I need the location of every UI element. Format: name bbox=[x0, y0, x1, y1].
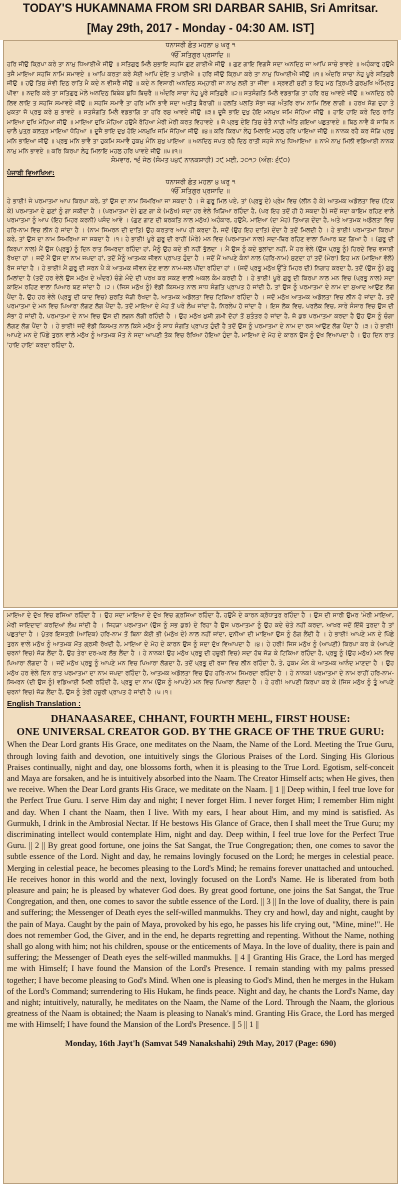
punjabi-mool-line: ੴ ਸਤਿਗੁਰ ਪ੍ਰਸਾਦਿ ॥ bbox=[171, 187, 230, 196]
english-section-title: English Translation : bbox=[7, 699, 81, 709]
translation-panel bbox=[3, 610, 398, 1184]
english-raag-line: DHANAASAREE, CHHANT, FOURTH MEHL, FIRST HOUSE: bbox=[50, 714, 351, 726]
header-banner bbox=[0, 0, 401, 40]
english-translation: When the Dear Lord grants His Grace, one meditates on the Naam, the Name of the Lord. Meeting the True Guru, through loving faith and devotion, one intuitively sings the Glorious Praises of the Lord. Singing His Glorious Praises continually, night and day, one blossoms forth, when it is pleasing to the True Lord. Egotism, self-conceit and Maya are forsaken, and he is intuitively absorbed into the Naam. The Creator Himself acts; when He gives, then we receive. When the Dear Lord grants His Grace, we meditate on the Naam. || 1 || Deep within, I feel true love for the Perfect True Guru. I serve Him day and night; I never forget Him. I never forget Him; I remember Him night and day. When I chant the Naam, then I live. With my ears, I hear about Him, and my mind is satisfied. As Gurmukh, I drink in the Ambrosial Nectar. If He bestows His Glance of Grace, then I shall meet the True Guru; my discriminating intellect would contemplate Him, night and day. Deep within, I feel true love for the Perfect True Guru. || 2 || By great good fortune, one joins the Sat Sangat, the True Congregation; then, one comes to savor the subtle essence of the Lord. Night and day, he remains lovingly focused on the Lord; he merges in celestial peace. Merging in celestial peace, he becomes pleasing to the Lord's Mind; he remains forever unattached and untouched. He receives honor in this world and the next, lovingly focused on the Lord's Name. He is liberated from both pleasure and pain; he is pleased by whatever God does. By great good fortune, one joins the Sat Sangat, the True Congregation, and then, one comes to savor the subtle essence of the Lord. || 3 || In the love of duality, there is pain and suffering; the Messenger of Death eyes the self-willed manmukhs. They cry and howl, day and night, caught by the pain of Maya. Caught by the pain of Maya, provoked by his ego, he passes his life crying out, "Mine, mine!". He does not remember God, the Giver, and in the end, he departs regretting and repenting. Without the Name, nothing shall go along with him; not his children, spouse or the enticements of Maya. In the love of duality, there is pain and suffering; the Messenger of Death eyes the self-willed manmukhs. || 4 || Granting His Grace, the Lord has merged me with Himself; I have found the Mansion of the Lord's Presence. I remain standing with my palms pressed together; I have become pleasing to God's Mind. When one is pleasing to God's Mind, then he merges in the Hukam of the Lord's Command; surrendering to His Hukam, he finds peace. Night and day, he chants the Lord's Name, day and night; intuitively, naturally, he meditates on the Naam, the Name of the Lord. Through the Naam, the glorious greatness of the Naam is obtained; the Naam is pleasing to Nanak's mind. Granting His Grace, the Lord has merged me with Himself; I have found the Mansion of the Lord's Presence. || 5 || 1 || bbox=[7, 740, 394, 1030]
raag-line: ਧਨਾਸਰੀ ਛੰਤ ਮਹਲਾ ੪ ਘਰੁ ੧ bbox=[165, 41, 236, 49]
gurmukhi-panel bbox=[3, 40, 398, 608]
punjabi-section-title: ਪੰਜਾਬੀ ਵਿਆਖਿਆ: bbox=[7, 168, 55, 177]
gurbani-verse: ਹਰਿ ਜੀਉ ਕ੍ਰਿਪਾ ਕਰੇ ਤਾ ਨਾਮੁ ਧਿਆਈਐ ਜੀਉ ॥ ਸਤਿਗੁਰੁ ਮਿਲੈ ਸੁਭਾਇ ਸਹਜਿ ਗੁਣ ਗਾਈਐ ਜੀਉ ॥ ਗੁਣ ਗਾਇ ਵਿਗਸੈ ਸਦਾ ਅਨਦਿਨੁ ਜਾ ਆਪਿ ਸਾਚੇ ਭਾਵਏ ॥ ਅਹੰਕਾਰੁ ਹਉਮੈ ਤਜੈ ਮਾਇਆ ਸਹਜਿ ਨਾਮਿ ਸਮਾਵਏ ॥ ਆਪਿ ਕਰਤਾ ਕਰੇ ਸੋਈ ਆਪਿ ਦੇਇ ਤ ਪਾਈਐ ॥ ਹਰਿ ਜੀਉ ਕ੍ਰਿਪਾ ਕਰੇ ਤਾ ਨਾਮੁ ਧਿਆਈਐ ਜੀਉ ॥੧॥ ਅੰਦਰਿ ਸਾਚਾ ਨੇਹੁ ਪੂਰੇ ਸਤਿਗੁਰੈ ਜੀਉ ॥ ਹਉ ਤਿਸੁ ਸੇਵੀ ਦਿਨੁ ਰਾਤਿ ਮੈ ਕਦੇ ਨ ਵੀਸਰੈ ਜੀਉ ॥ ਕਦੇ ਨ ਵਿਸਾਰੀ ਅਨਦਿਨੁ ਸਮ੍ਹਾਰੀ ਜਾ ਨਾਮੁ ਲਈ ਤਾ ਜੀਵਾ ॥ ਸ੍ਰਵਣੀ ਸੁਣੀ ਤ ਇਹੁ ਮਨੁ ਤ੍ਰਿਪਤੈ ਗੁਰਮੁਖਿ ਅੰਮ੍ਰਿਤੁ ਪੀਵਾ ॥ ਨਦਰਿ ਕਰੇ ਤਾ ਸਤਿਗੁਰੁ ਮੇਲੇ ਅਨਦਿਨੁ ਬਿਬੇਕ ਬੁਧਿ ਬਿਚਰੈ ॥ ਅੰਦਰਿ ਸਾਚਾ ਨੇਹੁ ਪੂਰੇ ਸਤਿਗੁਰੈ ॥੨॥ ਸਤਸੰਗਤਿ ਮਿਲੈ ਵਡਭਾਗਿ ਤਾ ਹਰਿ ਰਸੁ ਆਵਏ ਜੀਉ ॥ ਅਨਦਿਨੁ ਰਹੈ ਲਿਵ ਲਾਇ ਤ ਸਹਜਿ ਸਮਾਵਏ ਜੀਉ ॥ ਸਹਜਿ ਸਮਾਵੈ ਤਾ ਹਰਿ ਮਨਿ ਭਾਵੈ ਸਦਾ ਅਤੀਤੁ ਬੈਰਾਗੀ ॥ ਹਲਤਿ ਪਲਤਿ ਸੋਭਾ ਜਗ ਅੰਤਰਿ ਰਾਮ ਨਾਮਿ ਲਿਵ ਲਾਗੀ ॥ ਹਰਖ ਸੋਗ ਦੁਹਾ ਤੇ ਮੁਕਤਾ ਜੋ ਪ੍ਰਭੁ ਕਰੇ ਸੁ ਭਾਵਏ ॥ ਸਤਸੰਗਤਿ ਮਿਲੈ ਵਡਭਾਗਿ ਤਾ ਹਰਿ ਰਸੁ ਆਵਏ ਜੀਉ ॥੩॥ ਦੂਜੈ ਭਾਇ ਦੁਖੁ ਹੋਇ ਮਨਮੁਖ ਜਮਿ ਜੋਹਿਆ ਜੀਉ ॥ ਹਾਇ ਹਾਇ ਕਰੇ ਦਿਨੁ ਰਾਤਿ ਮਾਇਆ ਦੁਖਿ ਮੋਹਿਆ ਜੀਉ ॥ ਮਾਇਆ ਦੁਖਿ ਮੋਹਿਆ ਹਉਮੈ ਰੋਹਿਆ ਮੇਰੀ ਮੇਰੀ ਕਰਤ ਵਿਹਾਵਏ ॥ ਜੋ ਪ੍ਰਭੁ ਦੇਇ ਤਿਸੁ ਚੇਤੈ ਨਾਹੀ ਅੰਤਿ ਗਇਆ ਪਛੁਤਾਵਏ ॥ ਬਿਨੁ ਨਾਵੈ ਕੋ ਸਾਥਿ ਨ ਚਾਲੈ ਪੁਤ੍ਰ ਕਲਤ੍ਰ ਮਾਇਆ ਧੋਹਿਆ ॥ ਦੂਜੈ ਭਾਇ ਦੁਖੁ ਹੋਇ ਮਨਮੁਖਿ ਜਮਿ ਜੋਹਿਆ ਜੀਉ ॥੪॥ ਕਰਿ ਕਿਰਪਾ ਲੇਹੁ ਮਿਲਾਇ ਮਹਲੁ ਹਰਿ ਪਾਇਆ ਜੀਉ ॥ ਨਾਨਕ ਰਹੈ ਕਰ ਜੋੜਿ ਪ੍ਰਭੁ ਮਨਿ ਭਾਇਆ ਜੀਉ ॥ ਪ੍ਰਭੁ ਮਨਿ ਭਾਵੈ ਤਾ ਹੁਕਮਿ ਸਮਾਵੈ ਹੁਕਮੁ ਮੰਨਿ ਸੁਖੁ ਪਾਇਆ ॥ ਅਨਦਿਨੁ ਜਪਤ ਰਹੈ ਦਿਨੁ ਰਾਤੀ ਸਹਜੇ ਨਾਮੁ ਧਿਆਇਆ ॥ ਨਾਮੋ ਨਾਮੁ ਮਿਲੀ ਵਡਿਆਈ ਨਾਨਕ ਨਾਮੁ ਮਨਿ ਭਾਵਏ ॥ ਕਰਿ ਕਿਰਪਾ ਲੇਹੁ ਮਿਲਾਇ ਮਹਲੁ ਹਰਿ ਪਾਵਏ ਜੀਉ ॥੫॥੧॥ bbox=[7, 61, 394, 155]
punjabi-explanation-continued: ਮਾਇਆ ਦੇ ਦੁੱਖ ਵਿਚ ਫਸਿਆ ਰਹਿੰਦਾ ਹੈ । ਉਹ ਸਦਾ ਮਾਇਆ ਦੇ ਦੁੱਖ ਵਿਚ ਗ੍ਰਸਿਆ ਰਹਿੰਦਾ ਹੈ, ਹਉਮੈ ਦੇ ਕਾਰਨ ਕ੍ਰੋਧਾਤੁਰ ਰਹਿੰਦਾ ਹੈ । ਉਸ ਦੀ ਸਾਰੀ ਉਮਰ 'ਮੇਰੀ ਮਾਇਆ, ਮੇਰੀ ਜਾਇਦਾਦ' ਕਰਦਿਆਂ ਲੰਘ ਜਾਂਦੀ ਹੈ । ਜਿਹੜਾ ਪਰਮਾਤਮਾ (ਉਸ ਨੂੰ ਸਭ ਕੁਝ) ਦੇ ਰਿਹਾ ਹੈ ਉਸ ਪਰਮਾਤਮਾ ਨੂੰ ਉਹ ਕਦੇ ਚੇਤੇ ਨਹੀਂ ਕਰਦਾ, ਆਖ਼ਰ ਜਦੋਂ ਇੱਥੋਂ ਤੁਰਦਾ ਹੈ ਤਾਂ ਪਛੁਤਾਂਦਾ ਹੈ । ਪੁੱਤਰ ਇਸਤ੍ਰੀ (ਆਦਿਕ) ਹਰਿ-ਨਾਮ ਤੋਂ ਬਿਨਾ ਕੋਈ ਭੀ (ਮਨੁੱਖ ਦੇ) ਨਾਲ ਨਹੀਂ ਜਾਂਦਾ, ਦੁਨੀਆ ਦੀ ਮਾਇਆ ਉਸ ਨੂੰ ਠੱਗ ਲੈਂਦੀ ਹੈ । ਹੇ ਭਾਈ! ਆਪਣੇ ਮਨ ਦੇ ਪਿੱਛੇ ਤੁਰਨ ਵਾਲੇ ਮਨੁੱਖ ਨੂੰ ਆਤਮਕ ਮੌਤ ਗ੍ਰਸੀ ਰੱਖਦੀ ਹੈ, ਮਾਇਆ ਦੇ ਮੋਹ ਦੇ ਕਾਰਨ ਉਸ ਨੂੰ ਸਦਾ ਦੁੱਖ ਵਿਆਪਦਾ ਹੈ ।੪। ਹੇ ਹਰੀ! ਜਿਸ ਮਨੁੱਖ ਨੂੰ (ਆਪਣੀ) ਕਿਰਪਾ ਕਰ ਕੇ (ਆਪਣੇ ਚਰਨਾਂ ਵਿਚ) ਜੋੜ ਲੈਂਦਾ ਹੈਂ, ਉਹ ਤੇਰਾ ਦਰ-ਘਰ ਲੱਭ ਲੈਂਦਾ ਹੈ । ਹੇ ਨਾਨਕ! ਉਹ ਮਨੁੱਖ ਪ੍ਰਭੂ ਦੀ ਹਜ਼ੂਰੀ ਵਿਚ) ਸਦਾ ਹੱਥ ਜੋੜ ਕੇ ਟਿਕਿਆ ਰਹਿੰਦਾ ਹੈ, ਪ੍ਰਭੂ ਨੂੰ (ਉਹ ਮਨੁੱਖ) ਮਨ ਵਿਚ ਪਿਆਰਾ ਲੱਗਦਾ ਹੈ । ਜਦੋਂ ਮਨੁੱਖ ਪ੍ਰਭੂ ਨੂੰ ਆਪਣੇ ਮਨ ਵਿਚ ਪਿਆਰਾ ਲੱਗਦਾ ਹੈ, ਤਦੋਂ ਪ੍ਰਭੂ ਦੀ ਰਜ਼ਾ ਵਿਚ ਲੀਨ ਰਹਿੰਦਾ ਹੈ, ਤੇ, ਹੁਕਮ ਮੰਨ ਕੇ ਆਤਮਕ ਆਨੰਦ ਮਾਣਦਾ ਹੈ । ਉਹ ਮਨੁੱਖ ਹਰ ਵੇਲੇ ਦਿਨ ਰਾਤ ਪਰਮਾਤਮਾ ਦਾ ਨਾਮ ਜਪਦਾ ਰਹਿੰਦਾ ਹੈ, ਆਤਮਕ ਅਡੋਲਤਾ ਵਿਚ ਉਹ ਹਰਿ-ਨਾਮ ਸਿਮਰਦਾ ਰਹਿੰਦਾ ਹੈ । ਹੇ ਨਾਨਕ! ਪਰਮਾਤਮਾ ਦੇ ਨਾਮ ਰਾਹੀਂ ਹਰਿ-ਨਾਮ-ਸਿਮਰਨ (ਦੀ ਉਸ ਨੂੰ) ਵਡਿਆਈ ਮਿਲੀ ਰਹਿੰਦੀ ਹੈ, ਪ੍ਰਭੂ ਦਾ ਨਾਮ (ਉਸ ਨੂੰ ਆਪਣੇ) ਮਨ ਵਿਚ ਪਿਆਰਾ ਲੱਗਦਾ ਹੈ । ਹੇ ਹਰੀ! ਆਪਣੀ ਕਿਰਪਾ ਕਰ ਕੇ (ਜਿਸ ਮਨੁੱਖ ਨੂੰ ਤੂੰ ਆਪਣੇ ਚਰਨਾਂ ਵਿਚ) ਜੋੜ ਲੈਂਦਾ ਹੈਂ, ਉਸ ਨੂੰ ਤੇਰੀ ਹਜ਼ੂਰੀ ਪ੍ਰਾਪਤ ਹੋ ਜਾਂਦੀ ਹੈ ।੫।੧। bbox=[7, 612, 394, 696]
english-date-footer: Monday, 16th Jayt'h (Samvat 549 Nanakshahi) 29th May, 2017 (Page: 690) bbox=[64, 1037, 337, 1048]
page-title: TODAY'S HUKAMNAMA FROM SRI DARBAR SAHIB, Sri Amritsar. bbox=[22, 3, 379, 15]
gurmukhi-date-line: ਸੋਮਵਾਰ, ੧੬ ਜੇਠ (ਸੰਮਤ ੫੪੯ ਨਾਨਕਸ਼ਾਹੀ) ੨੯ ਮਈ, ੨੦੧੭ (ਅੰਗ: ੬੯੦) bbox=[111, 156, 290, 165]
page-date: [May 29th, 2017 - Monday - 04:30 AM. IST] bbox=[86, 23, 315, 35]
punjabi-explanation: ਹੇ ਭਾਈ! ਜੇ ਪਰਮਾਤਮਾ ਆਪ ਕਿਰਪਾ ਕਰੇ, ਤਾਂ ਉਸ ਦਾ ਨਾਮ ਸਿਮਰਿਆ ਜਾ ਸਕਦਾ ਹੈ । ਜੇ ਗੁਰੂ ਮਿਲ ਪਏ, ਤਾਂ (ਪ੍ਰਭੂ ਦੇ) ਪ੍ਰੇਮ ਵਿਚ (ਲੀਨ ਹੋ ਕੇ) ਆਤਮਕ ਅਡੋਲਤਾ ਵਿਚ (ਟਿਕ ਕੇ) ਪਰਮਾਤਮਾ ਦੇ ਗੁਣਾਂ ਨੂੰ ਗਾ ਸਕੀਦਾ ਹੈ । (ਪਰਮਾਤਮਾ ਦੇ) ਗੁਣ ਗਾ ਕੇ (ਮਨੁੱਖ) ਸਦਾ ਹਰ ਵੇਲੇ ਖਿੜਿਆ ਰਹਿੰਦਾ ਹੈ, (ਪਰ ਇਹ ਤਦੋਂ ਹੀ ਹੋ ਸਕਦਾ ਹੈ) ਜਦੋਂ ਸਦਾ ਕਾਇਮ ਰਹਿਣ ਵਾਲੇ ਪਰਮਾਤਮਾ ਨੂੰ ਆਪ (ਇਹ ਮਿਹਰ ਕਰਨੀ) ਪਸੰਦ ਆਵੇ । (ਗੁਣ ਗਾਣ ਦੀ ਬਰਕਤਿ ਨਾਲ ਮਨੁੱਖ) ਅਹੰਕਾਰ, ਹਉਮੈ, ਮਾਇਆ (ਦਾ ਮੋਹ) ਤਿਆਗ ਦੇਂਦਾ ਹੈ, ਅਤੇ ਆਤਮਕ ਅਡੋਲਤਾ ਵਿਚ ਹਰਿ-ਨਾਮ ਵਿਚ ਲੀਨ ਹੋ ਜਾਂਦਾ ਹੈ । (ਨਾਮ ਸਿਮਰਨ ਦੀ ਦਾਤਿ) ਉਹ ਕਰਤਾਰ ਆਪ ਹੀ ਕਰਦਾ ਹੈ, ਜਦੋਂ (ਉਹ ਇਹ ਦਾਤਿ) ਦੇਂਦਾ ਹੈ ਤਦੋਂ ਮਿਲਦੀ ਹੈ । ਹੇ ਭਾਈ! ਪਰਮਾਤਮਾ ਕਿਰਪਾ ਕਰੇ, ਤਾਂ ਉਸ ਦਾ ਨਾਮ ਸਿਮਰਿਆ ਜਾ ਸਕਦਾ ਹੈ ।੧। ਹੇ ਭਾਈ! ਪੂਰੇ ਗੁਰੂ ਦੀ ਰਾਹੀਂ (ਮੇਰੇ) ਮਨ ਵਿਚ (ਪਰਮਾਤਮਾ ਨਾਲ) ਸਦਾ-ਥਿਰ ਰਹਿਣ ਵਾਲਾ ਪਿਆਰ ਬਣ ਗਿਆ ਹੈ । (ਗੁਰੂ ਦੀ ਕਿਰਪਾ ਨਾਲ) ਮੈਂ ਉਸ (ਪ੍ਰਭੂ) ਨੂੰ ਦਿਨ ਰਾਤ ਸਿਮਰਦਾ ਰਹਿੰਦਾ ਹਾਂ, ਮੈਨੂੰ ਉਹ ਕਦੇ ਭੀ ਨਹੀਂ ਭੁੱਲਦਾ । ਮੈਂ ਉਸ ਨੂੰ ਕਦੇ ਭੁਲਾਂਦਾ ਨਹੀਂ, ਮੈਂ ਹਰ ਵੇਲੇ (ਉਸ ਪ੍ਰਭੂ ਨੂੰ) ਹਿਰਦੇ ਵਿਚ ਵਸਾਈ ਰੱਖਦਾ ਹਾਂ । ਜਦੋਂ ਮੈਂ ਉਸ ਦਾ ਨਾਮ ਜਪਦਾ ਹਾਂ, ਤਦੋਂ ਮੈਨੂੰ ਆਤਮਕ ਜੀਵਨ ਪ੍ਰਾਪਤ ਹੁੰਦਾ ਹੈ । ਜਦੋਂ ਮੈਂ ਆਪਣੇ ਕੰਨਾਂ ਨਾਲ (ਹਰਿ-ਨਾਮ) ਸੁਣਦਾ ਹਾਂ ਤਦੋਂ (ਮੇਰਾ) ਇਹ ਮਨ (ਮਾਇਆ ਵੱਲੋਂ) ਰੱਜ ਜਾਂਦਾ ਹੈ । ਹੇ ਭਾਈ! ਮੈਂ ਗੁਰੂ ਦੀ ਸਰਨ ਪੈ ਕੇ ਆਤਮਕ ਜੀਵਨ ਦੇਣ ਵਾਲਾ ਨਾਮ-ਜਲ ਪੀਂਦਾ ਰਹਿੰਦਾ ਹਾਂ । (ਜਦੋਂ ਪ੍ਰਭੂ ਮਨੁੱਖ ਉੱਤੇ ਮਿਹਰ ਦੀ) ਨਿਗਾਹ ਕਰਦਾ ਹੈ, ਤਦੋਂ (ਉਸ ਨੂੰ) ਗੁਰੂ ਮਿਲਾਂਦਾ ਹੈ (ਤਦੋਂ ਹਰ ਵੇਲੇ ਉਸ ਮਨੁੱਖ ਦੇ ਅੰਦਰ) ਚੰਗੇ ਮੰਦੇ ਦੀ ਪਰਖ ਕਰ ਸਕਣ ਵਾਲੀ ਅਕਲ ਕੰਮ ਕਰਦੀ ਹੈ । ਹੇ ਭਾਈ! ਪੂਰੇ ਗੁਰੂ ਦੀ ਕਿਰਪਾ ਨਾਲ ਮਨ ਵਿਚ (ਪ੍ਰਭੂ ਨਾਲ) ਸਦਾ ਕਾਇਮ ਰਹਿਣ ਵਾਲਾ ਪਿਆਰ ਬਣ ਜਾਂਦਾ ਹੈ ।੨। (ਜਿਸ ਮਨੁੱਖ ਨੂੰ) ਵੱਡੀ ਕਿਸਮਤ ਨਾਲ ਸਾਧ ਸੰਗਤਿ ਪ੍ਰਾਪਤ ਹੋ ਜਾਂਦੀ ਹੈ, ਤਾਂ ਉਸ ਨੂੰ ਪਰਮਾਤਮਾ ਦੇ ਨਾਮ ਦਾ ਸੁਆਦ ਆਉਣ ਲੱਗ ਪੈਂਦਾ ਹੈ, ਉਹ ਹਰ ਵੇਲੇ (ਪ੍ਰਭੂ ਦੀ ਯਾਦ ਵਿਚ) ਸੁਰਤਿ ਜੋੜੀ ਰੱਖਦਾ ਹੈ, ਆਤਮਕ ਅਡੋਲਤਾ ਵਿਚ ਟਿਕਿਆ ਰਹਿੰਦਾ ਹੈ । ਜਦੋਂ ਮਨੁੱਖ ਆਤਮਕ ਅਡੋਲਤਾ ਵਿਚ ਲੀਨ ਹੋ ਜਾਂਦਾ ਹੈ, ਤਦੋਂ ਪਰਮਾਤਮਾ ਦੇ ਮਨ ਵਿਚ ਪਿਆਰਾ ਲੱਗਣ ਲੱਗ ਪੈਂਦਾ ਹੈ, ਤਦੋਂ ਮਾਇਆ ਦੇ ਮੋਹ ਤੋਂ ਪਰੇ ਲੰਘ ਜਾਂਦਾ ਹੈ, ਨਿਰਲੇਪ ਹੋ ਜਾਂਦਾ ਹੈ । ਇਸ ਲੋਕ ਵਿਚ, ਪਰਲੋਕ ਵਿਚ, ਸਾਰੇ ਸੰਸਾਰ ਵਿਚ ਉਸ ਦੀ ਸੋਭਾ ਹੋ ਜਾਂਦੀ ਹੈ, ਪਰਮਾਤਮਾ ਦੇ ਨਾਮ ਵਿਚ ਉਸ ਦੀ ਲਗਨ ਲੱਗੀ ਰਹਿੰਦੀ ਹੈ । ਉਹ ਮਨੁੱਖ ਖ਼ੁਸ਼ੀ ਗ਼ਮੀ ਦੋਹਾਂ ਤੋਂ ਸੁਤੰਤਰ ਹੋ ਜਾਂਦਾ ਹੈ, ਜੋ ਕੁਝ ਪਰਮਾਤਮਾ ਕਰਦਾ ਹੈ ਉਹ ਉਸ ਨੂੰ ਚੰਗਾ ਲੱਗਣ ਲੱਗ ਪੈਂਦਾ ਹੈ । ਹੇ ਭਾਈ! ਜਦੋਂ ਵੱਡੀ ਕਿਸਮਤ ਨਾਲ ਕਿਸੇ ਮਨੁੱਖ ਨੂੰ ਸਾਧ ਸੰਗਤਿ ਪ੍ਰਾਪਤ ਹੁੰਦੀ ਹੈ ਤਦੋਂ ਉਸ ਨੂੰ ਪਰਮਾਤਮਾ ਦੇ ਨਾਮ ਦਾ ਰਸ ਆਉਣ ਲੱਗ ਪੈਂਦਾ ਹੈ ।੩। ਹੇ ਭਾਈ! ਆਪਣੇ ਮਨ ਦੇ ਪਿੱਛੇ ਤੁਰਨ ਵਾਲੇ ਮਨੁੱਖ ਨੂੰ ਆਤਮਕ ਮੌਤ ਨੇ ਸਦਾ ਆਪਣੀ ਤੱਕ ਵਿਚ ਰੱਖਿਆ ਹੋਇਆ ਹੁੰਦਾ ਹੈ, ਮਾਇਆ ਦੇ ਮੋਹ ਦੇ ਕਾਰਨ ਉਸ ਨੂੰ ਦੁੱਖ ਵਿਆਪਦਾ ਹੈ । ਉਹ ਦਿਨ ਰਾਤ 'ਹਾਇ ਹਾਇ' ਕਰਦਾ ਰਹਿੰਦਾ ਹੈ, bbox=[7, 197, 394, 349]
mool-mantar-line: ੴ ਸਤਿਗੁਰ ਪ੍ਰਸਾਦਿ ॥ bbox=[171, 50, 230, 59]
punjabi-raag-line: ਧਨਾਸਰੀ ਛੰਤ ਮਹਲਾ ੪ ਘਰੁ ੧ bbox=[165, 177, 236, 186]
english-mool-line: ONE UNIVERSAL CREATOR GOD. BY THE GRACE OF THE TRUE GURU: bbox=[16, 727, 385, 739]
